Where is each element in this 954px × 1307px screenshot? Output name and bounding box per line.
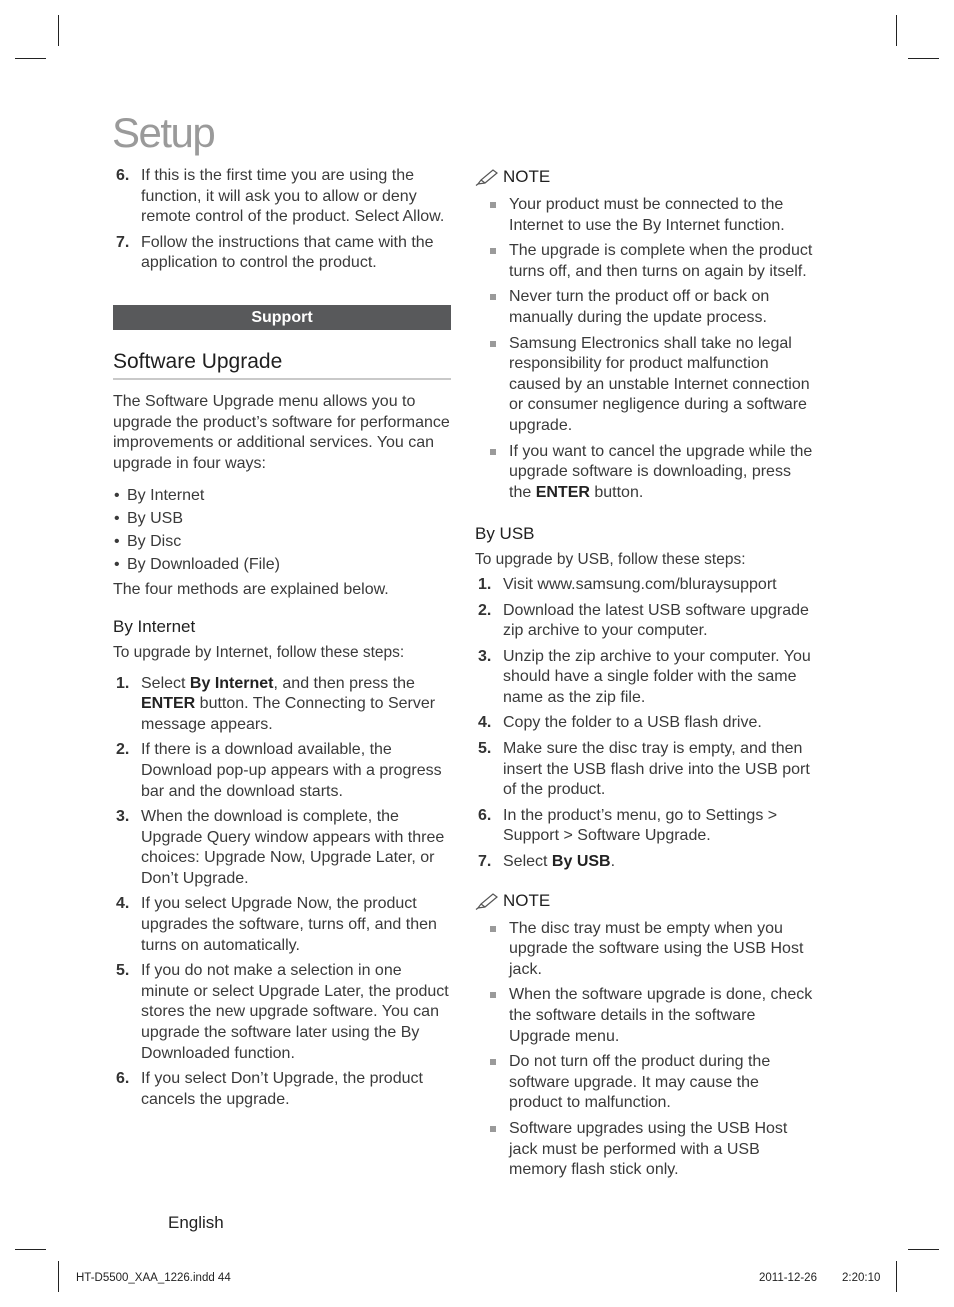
step-number: 4.: [116, 895, 130, 913]
step-item: [113, 961, 451, 1064]
step-item: [475, 806, 813, 847]
step-item: [475, 739, 813, 801]
step-item: [475, 575, 813, 596]
step-text: In the product’s menu, go to Settings > Support > Software Upgrade.: [503, 806, 778, 845]
step-text: Follow the instructions that came with the application to control the product.: [141, 233, 434, 272]
step-number: 7.: [116, 233, 130, 251]
note-item: [475, 287, 813, 328]
step-text: .: [610, 853, 616, 871]
note-item: [475, 919, 813, 981]
page-language-label: English: [168, 1213, 224, 1232]
square-bullet-icon: [490, 294, 496, 300]
list-item-text: By USB: [127, 510, 184, 528]
crop-mark: [58, 1261, 59, 1292]
step-number: 3.: [478, 647, 492, 665]
step-number: 3.: [116, 808, 130, 826]
step-text: If this is the first time you are using the function, it will ask you to allow or deny remote control of the product. Select Allow.: [141, 167, 445, 226]
step-number: 5.: [478, 740, 492, 758]
step-text: Download the latest USB software upgrade zip archive to your computer.: [503, 601, 809, 640]
step-text: , and then press the: [273, 674, 415, 692]
step-text: Make sure the disc tray is empty, and then insert the USB flash drive into the USB port of the product.: [503, 740, 810, 799]
step-number: 6.: [116, 167, 130, 184]
step-text: When the download is complete, the Upgrade Query window appears with three choices: Upgrade Now, Upgrade Later, or Don’t Upgrade.: [141, 808, 445, 887]
section-heading: Software Upgrade: [113, 349, 451, 380]
section-bar-support: Support: [113, 305, 451, 330]
note-item-text: Never turn the product off or back on manually during the update process.: [509, 288, 770, 326]
step-number: 2.: [478, 601, 492, 619]
note-item: [475, 985, 813, 1047]
slug-date: 2011-12-26: [759, 1272, 817, 1284]
step-text: Select: [503, 853, 552, 871]
step-item: [113, 1069, 451, 1110]
subheading-by-internet: By Internet: [113, 616, 196, 636]
step-text: If you do not make a selection in one minute or select Upgrade Later, the product stores the new upgrade software. You can upgrade the software later using the By Downloaded function.: [141, 962, 449, 1062]
note-item: [475, 241, 813, 282]
step-text: Unzip the zip archive to your computer. You should have a single folder with the same name as the zip file.: [503, 647, 811, 706]
step-item: [113, 894, 451, 956]
crop-mark: [15, 58, 46, 59]
square-bullet-icon: [490, 341, 496, 347]
note-item-text: If you want to cancel the upgrade while the upgrade software is downloading, press the: [509, 442, 813, 501]
step-item: [113, 233, 451, 274]
step-text: Visit www.samsung.com/bluraysupport: [503, 575, 777, 593]
note-heading: [475, 890, 813, 912]
step-text: If you select Upgrade Now, the product upgrades the software, turns off, and then turns on automatically.: [141, 895, 437, 954]
step-number: 6.: [478, 806, 492, 824]
by-usb-intro: To upgrade by USB, follow these steps:: [475, 551, 746, 569]
crop-mark: [908, 58, 939, 59]
step-item: [113, 740, 451, 802]
square-bullet-icon: [490, 449, 496, 455]
step-text-bold: By USB: [551, 853, 611, 871]
step-number: 1.: [116, 674, 130, 692]
note-item: [475, 334, 813, 437]
crop-mark: [58, 15, 59, 46]
note-item: [475, 1119, 813, 1181]
note-list: [475, 195, 813, 503]
list-item: [113, 553, 451, 576]
square-bullet-icon: [490, 202, 496, 208]
note-item-text: Your product must be connected to the Internet to use the By Internet function.: [509, 196, 785, 234]
list-item-text: By Downloaded (File): [127, 556, 280, 574]
slug-time: 2:20:10: [842, 1272, 881, 1284]
note-item: [475, 195, 813, 236]
note-item-text: Samsung Electronics shall take no legal responsibility for product malfunction caused by an unstable Internet connection or consumer negligence during a software upgrade.: [509, 334, 810, 434]
step-item: [475, 713, 813, 734]
bullet-icon: •: [114, 510, 120, 528]
list-item-text: By Disc: [127, 533, 182, 551]
note-item-text: The disc tray must be empty when you upgrade the software using the USB Host jack.: [509, 919, 804, 978]
intro-paragraph: The Software Upgrade menu allows you to upgrade the product’s software for performance improvements or additional services. You can upgrade in four ways:: [113, 392, 450, 472]
bullet-icon: •: [114, 487, 120, 505]
crop-mark: [908, 1249, 939, 1250]
square-bullet-icon: [490, 1059, 496, 1065]
step-number: 5.: [116, 962, 130, 980]
step-number: 2.: [116, 741, 130, 759]
square-bullet-icon: [490, 248, 496, 254]
square-bullet-icon: [490, 992, 496, 998]
note-list: [475, 919, 813, 1181]
methods-note: The four methods are explained below.: [113, 581, 389, 599]
note-item-text: button.: [589, 483, 644, 501]
step-item: [475, 647, 813, 709]
step-text: If you select Don’t Upgrade, the product cancels the upgrade.: [141, 1070, 423, 1108]
step-text: button. The Connecting to Server message appears.: [141, 695, 436, 733]
note-item: [475, 442, 813, 504]
page-title: Setup: [112, 109, 215, 156]
slug-file: HT-D5500_XAA_1226.indd 44: [76, 1272, 231, 1284]
note-heading: [475, 166, 813, 188]
upgrade-methods-list: [113, 484, 451, 576]
list-item: [113, 507, 451, 530]
note-item: [475, 1052, 813, 1114]
step-text-bold: By Internet: [189, 674, 274, 692]
step-item: [475, 601, 813, 642]
bullet-icon: •: [114, 556, 120, 574]
pencil-icon: [475, 168, 499, 186]
square-bullet-icon: [490, 926, 496, 932]
square-bullet-icon: [490, 1126, 496, 1132]
step-item: [475, 852, 813, 873]
crop-mark: [896, 15, 897, 46]
step-text: Copy the folder to a USB flash drive.: [503, 714, 762, 732]
bullet-icon: •: [114, 533, 120, 551]
pencil-icon: [475, 892, 499, 910]
list-item: [113, 530, 451, 553]
right-column: [475, 166, 813, 1186]
list-item: [113, 484, 451, 507]
note-item-bold: ENTER: [535, 483, 590, 501]
step-item: [113, 674, 451, 736]
left-column: [113, 166, 451, 1115]
subheading-by-usb: By USB: [475, 524, 535, 544]
note-item-text: Do not turn off the product during the software upgrade. It may cause the product to malfunction.: [509, 1053, 771, 1112]
step-item: [113, 166, 451, 228]
step-text-bold: ENTER: [141, 695, 196, 713]
step-number: 4.: [478, 714, 492, 732]
step-number: 7.: [478, 853, 492, 871]
by-internet-intro: To upgrade by Internet, follow these steps:: [113, 643, 405, 661]
crop-mark: [15, 1249, 46, 1250]
note-label: NOTE: [503, 167, 551, 186]
note-item-text: When the software upgrade is done, check the software details in the software Upgrade menu.: [509, 986, 813, 1045]
step-text: Select: [141, 674, 190, 692]
note-item-text: Software upgrades using the USB Host jack must be performed with a USB memory flash stick only.: [509, 1119, 788, 1179]
note-item-text: The upgrade is complete when the product turns off, and then turns on again by itself.: [509, 242, 813, 280]
step-item: [113, 807, 451, 889]
step-number: 1.: [478, 575, 492, 593]
crop-mark: [896, 1261, 897, 1292]
step-number: 6.: [116, 1070, 130, 1088]
step-text: If there is a download available, the Download pop-up appears with a progress bar and the download starts.: [141, 741, 442, 800]
list-item-text: By Internet: [127, 487, 205, 505]
note-label: NOTE: [503, 890, 551, 910]
